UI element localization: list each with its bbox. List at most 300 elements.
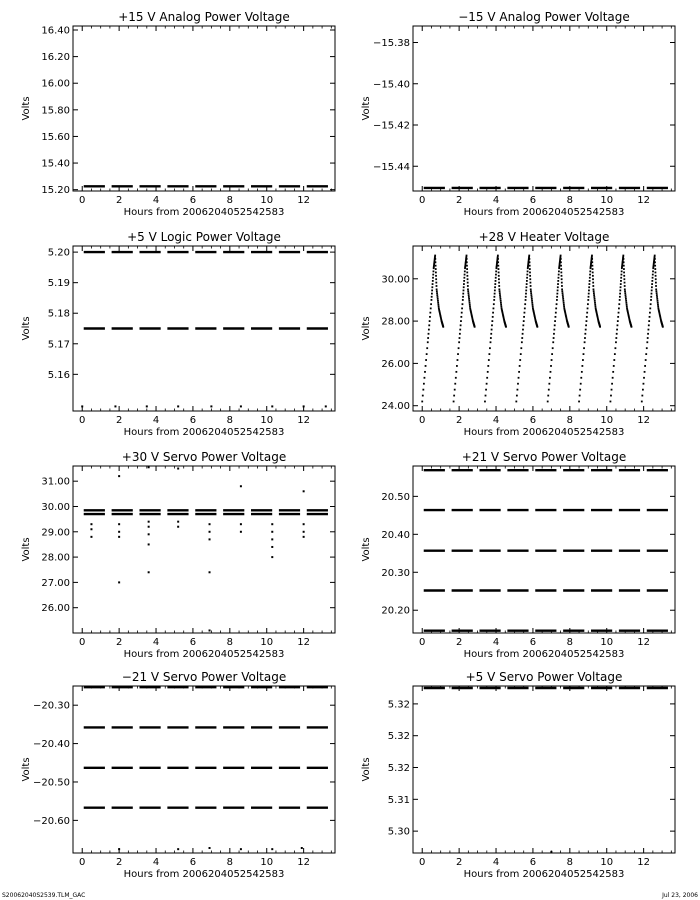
- data-point: [469, 304, 471, 306]
- y-tick-label: 5.16: [47, 369, 70, 381]
- data-point: [529, 261, 531, 263]
- data-point: [526, 280, 528, 282]
- data-point: [428, 333, 430, 335]
- data-point: [303, 523, 305, 525]
- data-point: [458, 341, 460, 343]
- data-point: [240, 523, 242, 525]
- data-point: [435, 268, 437, 270]
- data-point: [466, 265, 468, 267]
- data-point: [625, 296, 627, 298]
- data-point: [547, 401, 549, 403]
- data-point: [655, 288, 657, 290]
- y-tick-label: 16.00: [41, 78, 70, 90]
- data-point: [498, 278, 500, 280]
- data-point: [587, 299, 589, 301]
- data-point: [428, 324, 430, 326]
- data-point: [453, 401, 455, 403]
- data-point: [558, 277, 560, 279]
- data-point: [177, 405, 179, 407]
- data-point: [654, 255, 656, 257]
- data-point: [552, 341, 554, 343]
- y-tick-label: 28.00: [381, 316, 410, 328]
- chart-title: +28 V Heater Voltage: [478, 230, 610, 244]
- data-point: [467, 290, 469, 292]
- data-point: [532, 304, 534, 306]
- data-point: [209, 571, 211, 573]
- data-point: [118, 531, 120, 533]
- data-point: [619, 290, 621, 292]
- data-point: [619, 299, 621, 301]
- data-point: [485, 389, 487, 391]
- x-tick-label: 12: [637, 637, 651, 648]
- y-axis-label: Volts: [21, 537, 32, 562]
- data-point: [524, 303, 526, 305]
- y-tick-label: 15.40: [41, 158, 70, 170]
- x-tick-label: 4: [492, 415, 500, 426]
- data-point: [643, 377, 645, 379]
- data-point: [610, 395, 612, 397]
- data-point: [648, 329, 650, 331]
- data-point: [563, 306, 565, 308]
- data-point: [588, 283, 590, 285]
- footer-date-label: Jul 23, 2006: [662, 892, 698, 899]
- data-point: [436, 294, 438, 296]
- data-point: [651, 290, 653, 292]
- data-point: [526, 274, 528, 276]
- data-point: [177, 848, 179, 850]
- y-tick-label: 20.30: [381, 567, 410, 579]
- y-tick-label: 28.00: [41, 552, 70, 564]
- data-point: [561, 275, 563, 277]
- data-point: [494, 296, 496, 298]
- data-point: [655, 272, 657, 274]
- data-point: [517, 383, 519, 385]
- data-point: [427, 337, 429, 339]
- data-point: [459, 337, 461, 339]
- x-tick-label: 10: [600, 195, 614, 206]
- data-point: [657, 304, 659, 306]
- y-tick-label: 20.50: [381, 491, 410, 503]
- x-tick-label: 2: [115, 637, 123, 648]
- x-tick-label: 12: [637, 857, 651, 868]
- data-point: [466, 261, 468, 263]
- chart-panel-4: [361, 230, 675, 438]
- data-point: [643, 383, 645, 385]
- data-point: [468, 298, 470, 300]
- data-point: [422, 389, 424, 391]
- data-point: [438, 306, 440, 308]
- data-point: [463, 283, 465, 285]
- data-point: [523, 320, 525, 322]
- data-point: [493, 308, 495, 310]
- data-point: [209, 523, 211, 525]
- y-tick-label: −20.30: [32, 700, 70, 712]
- data-point: [652, 277, 654, 279]
- data-point: [437, 304, 439, 306]
- x-tick-label: 6: [189, 195, 197, 206]
- data-point: [455, 371, 457, 373]
- y-tick-label: −20.60: [32, 815, 70, 827]
- data-point: [528, 258, 530, 260]
- data-point: [560, 255, 562, 257]
- data-point: [427, 341, 429, 343]
- data-point: [581, 365, 583, 367]
- y-tick-label: 5.19: [47, 278, 70, 290]
- data-point: [624, 292, 626, 294]
- data-point: [593, 290, 595, 292]
- data-point: [469, 302, 471, 304]
- data-point: [594, 304, 596, 306]
- data-point: [468, 296, 470, 298]
- data-point: [489, 347, 491, 349]
- data-point: [467, 282, 469, 284]
- data-point: [523, 316, 525, 318]
- data-point: [488, 353, 490, 355]
- data-point: [437, 296, 439, 298]
- data-point: [655, 285, 657, 287]
- data-point: [613, 359, 615, 361]
- data-point: [612, 371, 614, 373]
- data-point: [613, 365, 615, 367]
- data-point: [654, 258, 656, 260]
- data-point: [529, 268, 531, 270]
- data-point: [528, 255, 530, 257]
- data-point: [616, 329, 618, 331]
- data-point: [655, 278, 657, 280]
- data-point: [495, 274, 497, 276]
- data-point: [442, 326, 444, 328]
- x-tick-label: 10: [600, 415, 614, 426]
- data-point: [499, 296, 501, 298]
- data-point: [588, 293, 590, 295]
- data-point: [561, 278, 563, 280]
- data-point: [114, 405, 116, 407]
- y-tick-label: 16.20: [41, 52, 70, 64]
- data-point: [518, 371, 520, 373]
- data-point: [561, 285, 563, 287]
- data-point: [461, 312, 463, 314]
- data-point: [618, 308, 620, 310]
- data-point: [623, 261, 625, 263]
- data-point: [518, 377, 520, 379]
- data-point: [429, 312, 431, 314]
- footer-file-label: S20062040S2539.TLM_GAC: [2, 892, 86, 899]
- data-point: [148, 533, 150, 535]
- data-point: [547, 395, 549, 397]
- chart-panel-7: [21, 670, 335, 880]
- x-tick-label: 6: [529, 857, 537, 868]
- data-point: [531, 298, 533, 300]
- data-point: [463, 277, 465, 279]
- data-point: [530, 288, 532, 290]
- chart-title: +5 V Servo Power Voltage: [465, 670, 623, 684]
- data-point: [530, 292, 532, 294]
- data-point: [495, 280, 497, 282]
- data-point: [468, 292, 470, 294]
- data-point: [271, 523, 273, 525]
- data-point: [517, 389, 519, 391]
- data-point: [498, 285, 500, 287]
- data-point: [662, 326, 664, 328]
- data-point: [240, 485, 242, 487]
- data-point: [118, 475, 120, 477]
- data-point: [209, 629, 211, 631]
- y-axis-label: Volts: [361, 96, 372, 121]
- data-point: [495, 270, 497, 272]
- chart-title: −21 V Servo Power Voltage: [121, 670, 287, 684]
- data-point: [641, 395, 643, 397]
- data-point: [560, 272, 562, 274]
- plot-frame: [413, 686, 675, 853]
- data-point: [562, 298, 564, 300]
- data-point: [592, 275, 594, 277]
- data-point: [521, 337, 523, 339]
- x-tick-label: 8: [566, 637, 574, 648]
- data-point: [641, 401, 643, 403]
- data-point: [578, 401, 580, 403]
- data-point: [551, 359, 553, 361]
- data-point: [614, 353, 616, 355]
- data-point: [563, 300, 565, 302]
- data-point: [209, 847, 211, 849]
- x-tick-label: 2: [455, 195, 463, 206]
- x-tick-label: 6: [529, 415, 537, 426]
- data-point: [422, 395, 424, 397]
- data-point: [648, 324, 650, 326]
- data-point: [652, 274, 654, 276]
- data-point: [563, 302, 565, 304]
- data-point: [615, 341, 617, 343]
- data-point: [428, 329, 430, 331]
- plot-frame: [413, 26, 675, 191]
- data-point: [592, 285, 594, 287]
- data-point: [645, 359, 647, 361]
- data-point: [521, 341, 523, 343]
- data-point: [550, 365, 552, 367]
- data-point: [592, 268, 594, 270]
- x-axis-label: Hours from 2006204052542583: [463, 869, 625, 880]
- data-point: [466, 275, 468, 277]
- data-point: [580, 377, 582, 379]
- plot-frame: [73, 26, 335, 191]
- data-point: [494, 290, 496, 292]
- data-point: [625, 298, 627, 300]
- x-tick-label: 10: [260, 857, 274, 868]
- data-point: [429, 316, 431, 318]
- data-point: [591, 255, 593, 257]
- data-point: [500, 302, 502, 304]
- y-tick-label: 5.32: [387, 763, 410, 775]
- data-point: [553, 333, 555, 335]
- data-point: [461, 308, 463, 310]
- data-point: [524, 308, 526, 310]
- data-point: [436, 292, 438, 294]
- data-point: [494, 286, 496, 288]
- data-point: [177, 521, 179, 523]
- data-point: [81, 405, 83, 407]
- data-point: [431, 290, 433, 292]
- data-point: [432, 283, 434, 285]
- data-point: [529, 275, 531, 277]
- chart-panel-5: [21, 450, 335, 660]
- data-point: [526, 283, 528, 285]
- data-point: [484, 401, 486, 403]
- data-point: [625, 302, 627, 304]
- y-tick-label: −15.40: [372, 79, 410, 91]
- data-point: [497, 261, 499, 263]
- x-tick-label: 0: [79, 857, 86, 868]
- data-point: [432, 274, 434, 276]
- data-point: [434, 258, 436, 260]
- data-point: [579, 389, 581, 391]
- chart-title: +21 V Servo Power Voltage: [461, 450, 627, 464]
- x-tick-label: 8: [226, 637, 234, 648]
- data-point: [435, 278, 437, 280]
- data-point: [432, 280, 434, 282]
- x-tick-label: 8: [566, 195, 574, 206]
- data-point: [466, 272, 468, 274]
- data-point: [561, 288, 563, 290]
- data-point: [460, 316, 462, 318]
- x-tick-label: 10: [600, 857, 614, 868]
- data-point: [526, 277, 528, 279]
- data-point: [491, 329, 493, 331]
- data-point: [500, 306, 502, 308]
- x-tick-label: 6: [189, 415, 197, 426]
- data-point: [118, 581, 120, 583]
- y-tick-label: 5.18: [47, 308, 70, 320]
- data-point: [618, 312, 620, 314]
- data-point: [561, 282, 563, 284]
- data-point: [522, 324, 524, 326]
- data-point: [529, 278, 531, 280]
- data-point: [654, 261, 656, 263]
- data-point: [560, 261, 562, 263]
- data-point: [519, 365, 521, 367]
- x-tick-label: 8: [566, 857, 574, 868]
- y-tick-label: 5.32: [387, 731, 410, 743]
- x-tick-label: 2: [115, 857, 123, 868]
- data-point: [553, 329, 555, 331]
- data-point: [584, 341, 586, 343]
- chart-panel-6: [361, 450, 675, 660]
- data-point: [90, 536, 92, 538]
- data-point: [498, 275, 500, 277]
- x-axis-label: Hours from 2006204052542583: [123, 869, 285, 880]
- data-point: [554, 324, 556, 326]
- x-axis-label: Hours from 2006204052542583: [123, 649, 285, 660]
- x-tick-label: 2: [115, 415, 123, 426]
- data-point: [303, 405, 305, 407]
- data-point: [499, 292, 501, 294]
- data-point: [148, 521, 150, 523]
- data-point: [424, 377, 426, 379]
- x-tick-label: 4: [492, 195, 500, 206]
- data-point: [616, 333, 618, 335]
- data-point: [592, 278, 594, 280]
- x-tick-label: 2: [455, 637, 463, 648]
- data-point: [505, 326, 507, 328]
- data-point: [656, 294, 658, 296]
- x-tick-label: 4: [492, 637, 500, 648]
- data-point: [301, 847, 303, 849]
- data-point: [146, 405, 148, 407]
- data-point: [536, 326, 538, 328]
- data-point: [623, 275, 625, 277]
- y-axis-label: Volts: [21, 757, 32, 782]
- data-point: [469, 306, 471, 308]
- data-point: [611, 389, 613, 391]
- data-point: [467, 285, 469, 287]
- data-point: [459, 329, 461, 331]
- data-point: [588, 286, 590, 288]
- data-point: [429, 320, 431, 322]
- data-point: [486, 377, 488, 379]
- data-point: [271, 546, 273, 548]
- data-point: [560, 268, 562, 270]
- data-point: [656, 298, 658, 300]
- y-tick-label: 5.31: [387, 794, 410, 806]
- data-point: [617, 316, 619, 318]
- data-point: [563, 304, 565, 306]
- data-point: [148, 466, 150, 468]
- x-tick-label: 2: [115, 195, 123, 206]
- y-tick-label: 29.00: [41, 527, 70, 539]
- data-point: [530, 294, 532, 296]
- data-point: [626, 306, 628, 308]
- data-point: [530, 290, 532, 292]
- y-axis-label: Volts: [361, 537, 372, 562]
- data-point: [586, 320, 588, 322]
- data-point: [593, 296, 595, 298]
- x-tick-label: 2: [455, 857, 463, 868]
- data-point: [568, 326, 570, 328]
- chart-panel-3: [21, 230, 335, 438]
- data-point: [589, 270, 591, 272]
- data-point: [490, 333, 492, 335]
- data-point: [651, 286, 653, 288]
- data-point: [557, 283, 559, 285]
- data-point: [553, 337, 555, 339]
- data-point: [580, 383, 582, 385]
- data-point: [435, 265, 437, 267]
- data-point: [591, 261, 593, 263]
- data-point: [555, 316, 557, 318]
- data-point: [495, 277, 497, 279]
- data-point: [561, 290, 563, 292]
- data-point: [526, 286, 528, 288]
- data-point: [648, 320, 650, 322]
- x-tick-label: 0: [79, 415, 86, 426]
- data-point: [90, 528, 92, 530]
- x-tick-label: 6: [189, 637, 197, 648]
- x-axis-label: Hours from 2006204052542583: [463, 427, 625, 438]
- data-point: [463, 280, 465, 282]
- data-point: [148, 571, 150, 573]
- data-point: [558, 270, 560, 272]
- data-point: [646, 347, 648, 349]
- data-point: [486, 383, 488, 385]
- data-point: [619, 293, 621, 295]
- data-point: [589, 277, 591, 279]
- data-point: [515, 401, 517, 403]
- data-point: [525, 296, 527, 298]
- x-tick-label: 12: [297, 637, 311, 648]
- y-axis-label: Volts: [21, 96, 32, 121]
- data-point: [431, 293, 433, 295]
- data-point: [656, 292, 658, 294]
- x-tick-label: 4: [152, 637, 160, 648]
